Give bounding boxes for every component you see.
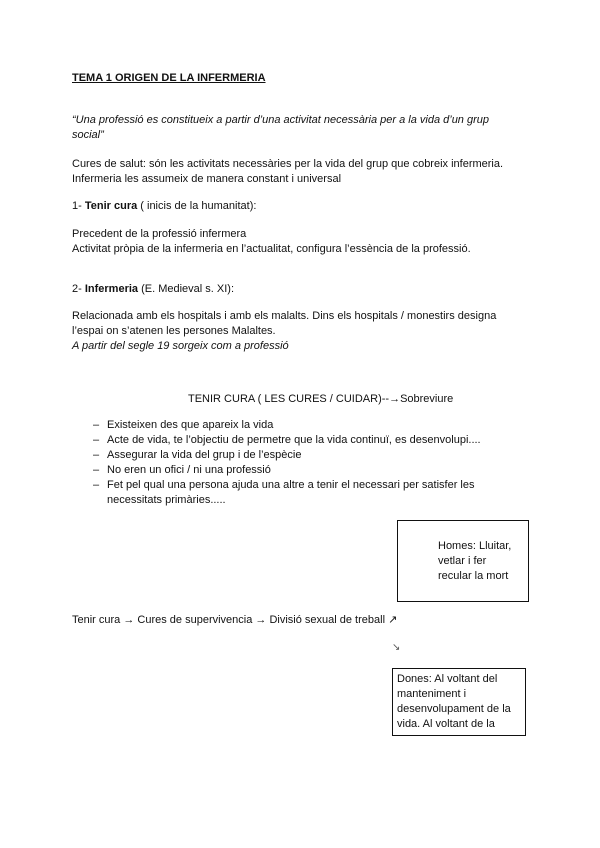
- dash-bullet: –: [93, 464, 100, 476]
- bullet-continuation-text: necessitats primàries.....: [107, 494, 226, 506]
- arrow-down-right-icon: ↘: [392, 642, 401, 653]
- homes-line-1: Homes: Lluitar,: [438, 540, 512, 552]
- homes-line-2: vetlar i fer: [438, 555, 487, 567]
- section-2-line-1: Relacionada amb els hospitals i amb els malalts. Dins els hospitals / monestirs designa: [72, 310, 497, 322]
- quote-line-2: social”: [72, 129, 104, 141]
- dash-bullet: –: [93, 434, 100, 446]
- section-1-heading: [72, 199, 256, 214]
- dones-line-1: Dones: Al voltant del: [397, 673, 498, 685]
- dash-bullet: –: [93, 479, 100, 491]
- section-1-bold: Tenir cura: [84, 200, 138, 212]
- section-2-number: 2-: [72, 283, 85, 295]
- list-item: [93, 478, 481, 493]
- dash-bullet: –: [93, 449, 100, 461]
- bullet-text: Existeixen des que apareix la vida: [107, 419, 274, 431]
- list-item: [93, 448, 481, 463]
- list-item: [93, 463, 481, 478]
- section-1-rest: ( inicis de la humanitat):: [137, 200, 257, 212]
- homes-line-3: recular la mort: [438, 570, 509, 582]
- section-2-rest: (E. Medieval s. XI):: [138, 283, 235, 295]
- dones-line-3: desenvolupament de la: [397, 703, 511, 715]
- list-item: [93, 418, 481, 433]
- list-item-continuation: [107, 493, 481, 508]
- intro-line-1: Cures de salut: són les activitats necessàries per la vida del grup que cobreix infermeria.: [72, 158, 504, 170]
- section-2-line-2: l’espai on s’atenen les persones Malaltes.: [72, 325, 276, 337]
- homes-box: [397, 520, 529, 602]
- section-2-heading: [72, 282, 234, 297]
- page-title: TEMA 1 ORIGEN DE LA INFERMERIA: [72, 72, 266, 84]
- dones-line-2: manteniment i: [397, 688, 467, 700]
- dones-line-4: vida. Al voltant de la: [397, 718, 495, 730]
- section-1-line-1: Precedent de la professió infermera: [72, 228, 247, 240]
- bullet-list: [93, 418, 481, 508]
- bullet-text: Assegurar la vida del grup i de l’espècie: [107, 449, 302, 461]
- section-2-bold: Infermeria: [84, 283, 139, 295]
- intro-line-2: Infermeria les assumeix de manera constant i universal: [72, 173, 342, 185]
- section-1-line-2: Activitat pròpia de la infermeria en l’actualitat, configura l’essència de la professió.: [72, 243, 471, 255]
- bullet-text: Acte de vida, te l’objectiu de permetre que la vida continuï, es desenvolupi....: [107, 434, 481, 446]
- bullet-text: Fet pel qual una persona ajuda una altre a tenir el necessari per satisfer les: [107, 479, 475, 491]
- section-1-number: 1-: [72, 200, 85, 212]
- list-item: [93, 433, 481, 448]
- dash-bullet: –: [93, 419, 100, 431]
- quote-line-1: “Una professió es constitueix a partir d’una activitat necessària per a la vida d’un grup: [72, 114, 490, 126]
- flow-line: Tenir cura → Cures de supervivencia → Divisió sexual de treball ↗: [72, 614, 398, 626]
- bullet-text: No eren un ofici / ni una professió: [107, 464, 271, 476]
- dones-box: [392, 668, 526, 736]
- section-2-italic-line: A partir del segle 19 sorgeix com a professió: [72, 340, 289, 352]
- center-heading: TENIR CURA ( LES CURES / CUIDAR)--→Sobreviure: [188, 393, 454, 405]
